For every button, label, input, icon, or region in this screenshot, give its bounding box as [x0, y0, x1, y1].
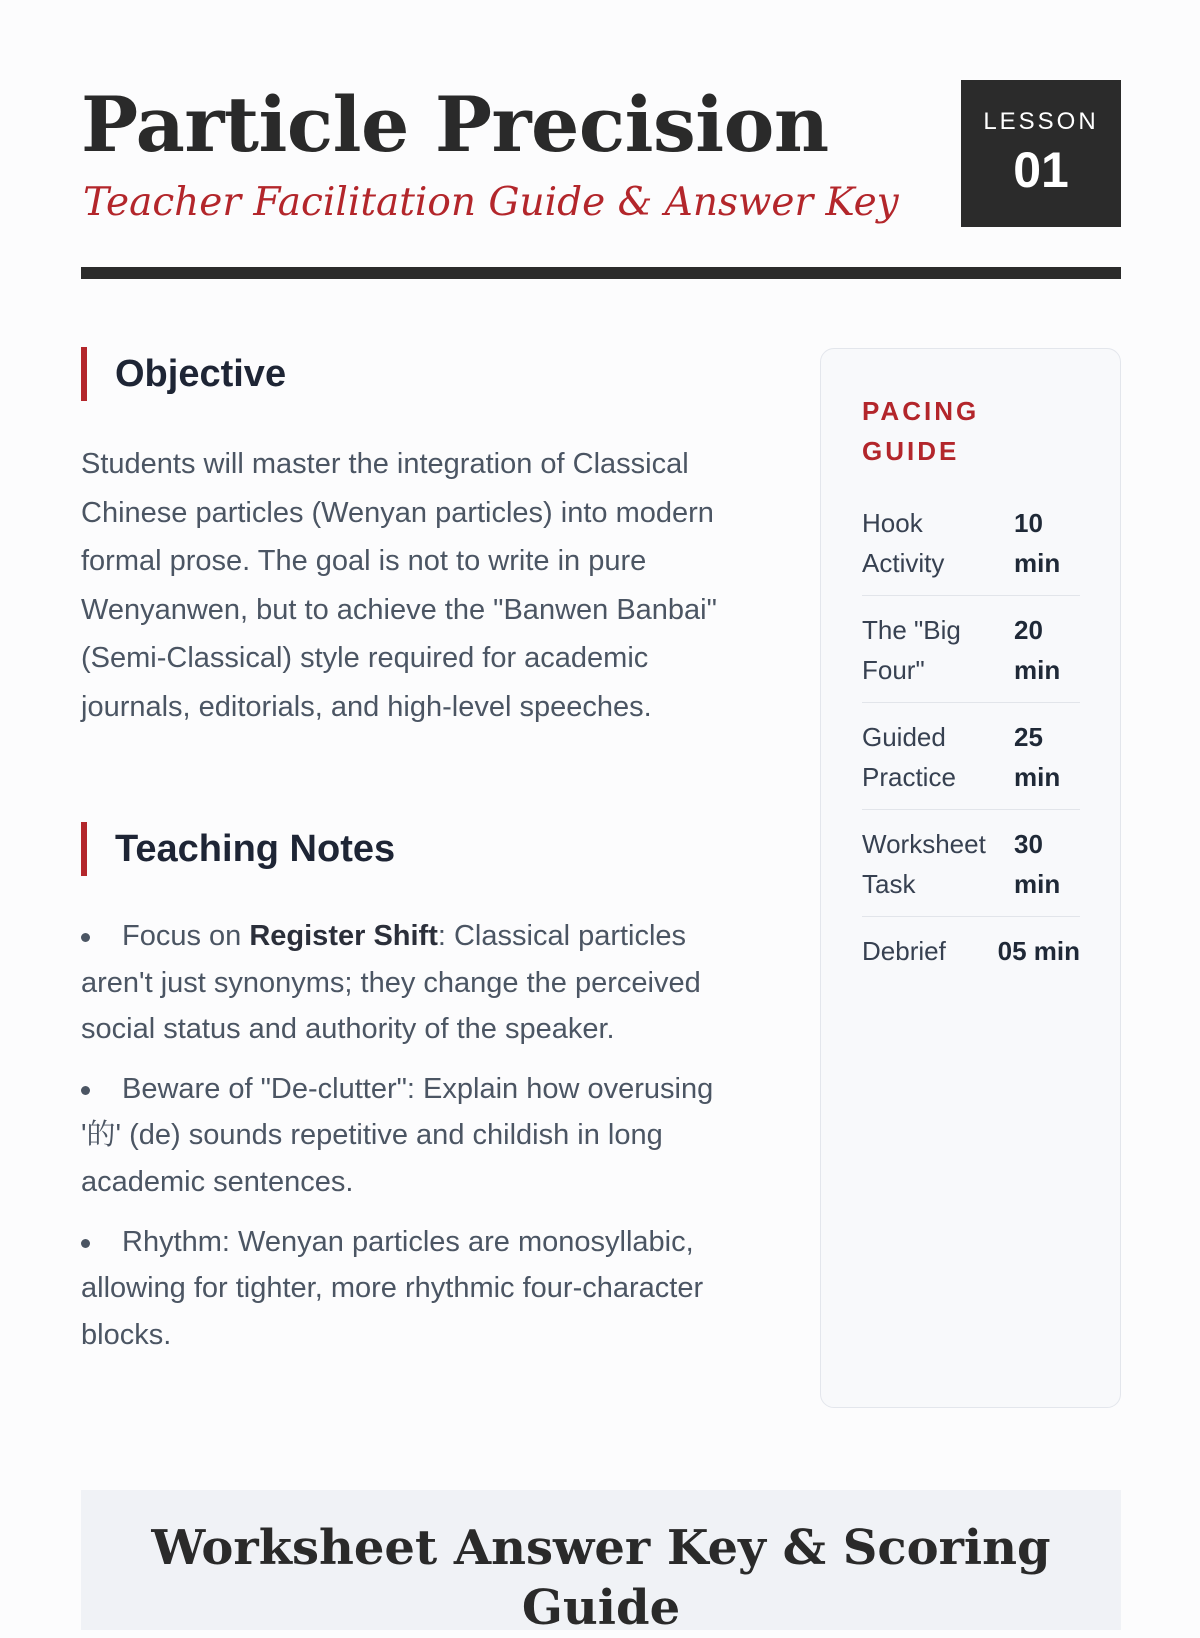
pacing-guide-card [820, 348, 1121, 1408]
note-text: : Classical particles aren't just synonyms; they change the perceived social status and authority of the speaker. [81, 920, 701, 1046]
pacing-activity: The "Big Four" [862, 615, 961, 685]
pacing-duration: 25 min [1014, 722, 1061, 792]
lesson-label: LESSON [983, 108, 1099, 135]
pacing-activity: Debrief [862, 936, 946, 966]
pacing-row [862, 917, 1080, 983]
bullet-icon [81, 1239, 90, 1248]
page-title: Particle Precision [81, 80, 829, 169]
teacher-guide-page [81, 0, 1121, 1636]
answer-key-heading: Worksheet Answer Key & Scoring Guide [151, 1520, 1051, 1636]
pacing-row [862, 596, 1080, 703]
note-text: Beware of "De-clutter": Explain how overusing '的' (de) sounds repetitive and childish in long academic sentences. [81, 1072, 714, 1198]
bullet-icon [81, 933, 90, 942]
pacing-table [862, 495, 1080, 983]
pacing-duration: 10 min [1014, 508, 1061, 578]
pacing-duration: 05 min [997, 936, 1080, 966]
answer-key-section [81, 1490, 1121, 1636]
bullet-icon [81, 1086, 90, 1095]
page-subtitle: Teacher Facilitation Guide & Answer Key [83, 180, 899, 225]
pacing-row [862, 810, 1080, 917]
list-item [81, 1219, 761, 1359]
pacing-activity: Hook Activity [862, 508, 945, 578]
pacing-activity: Worksheet Task [862, 829, 986, 899]
pacing-guide-title: PACING GUIDE [862, 396, 980, 466]
list-item [81, 913, 761, 1053]
pacing-row [862, 495, 1080, 596]
note-emphasis: Register Shift [249, 920, 438, 952]
teaching-notes-heading: Teaching Notes [81, 822, 781, 876]
teaching-notes-list [81, 913, 761, 1371]
note-text: Rhythm: Wenyan particles are monosyllabic, allowing for tighter, more rhythmic four-character blocks. [81, 1225, 704, 1351]
pacing-activity: Guided Practice [862, 722, 956, 792]
lesson-badge [961, 80, 1121, 227]
list-item [81, 1066, 761, 1206]
header-divider [81, 267, 1121, 279]
pacing-duration: 30 min [1014, 829, 1061, 899]
objective-text: Students will master the integration of Classical Chinese particles (Wenyan particles) into modern formal prose. The goal is not to write in pure Wenyanwen, but to achieve the "Banwen Banbai" (Semi-Classical) style required for academic journals, editorials, and high-level speeches. [81, 448, 717, 723]
lesson-number: 01 [1013, 142, 1069, 198]
pacing-row [862, 703, 1080, 810]
objective-heading: Objective [81, 347, 781, 401]
page-header [81, 80, 1121, 280]
note-prefix: Focus on [122, 920, 250, 952]
pacing-duration: 20 min [1014, 615, 1061, 685]
